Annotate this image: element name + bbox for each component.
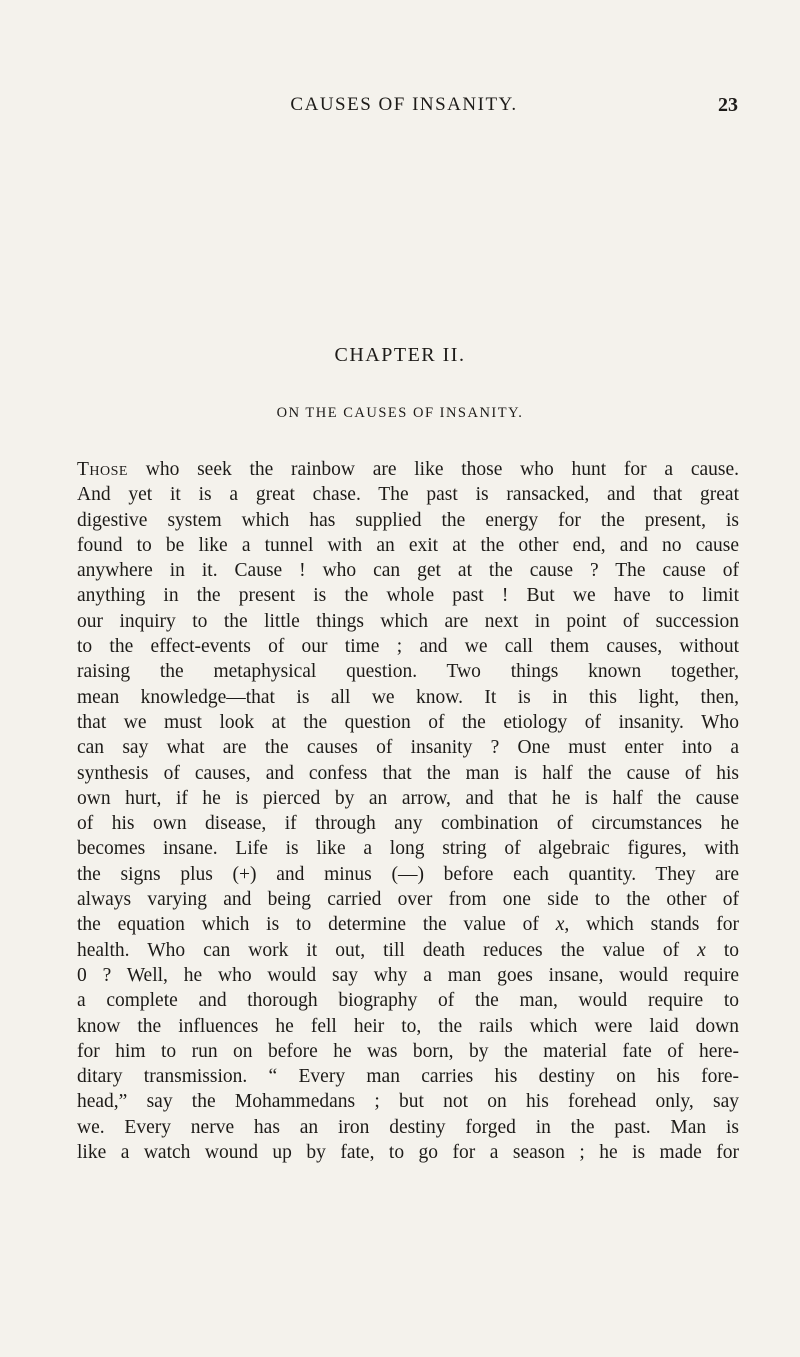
text-line-12: can say what are the causes of insanity ? One must enter into a	[77, 737, 739, 759]
text-line-7: our inquiry to the little things which are next in point of succession	[77, 610, 739, 632]
page-number: 23	[718, 94, 738, 116]
text-line-2: And yet it is a great chase. The past is ransacked, and that great	[77, 484, 739, 506]
running-title: CAUSES OF INSANITY.	[290, 94, 518, 115]
text-line-8: to the effect-events of our time ; and we call them causes, without	[77, 636, 739, 658]
chapter-subtitle: ON THE CAUSES OF INSANITY.	[276, 405, 524, 421]
lead-word: Those	[77, 459, 128, 480]
text-line-6: anything in the present is the whole past ! But we have to limit	[77, 585, 739, 607]
running-head	[70, 94, 738, 124]
text-line-24: for him to run on before he was born, by the material fate of here-	[77, 1040, 739, 1062]
text-line-23: know the influences he fell heir to, the rails which were laid down	[77, 1015, 739, 1037]
text-line-27: we. Every nerve has an iron destiny forged in the past. Man is	[77, 1116, 739, 1138]
text-line-4: found to be like a tunnel with an exit at the other end, and no cause	[77, 534, 739, 556]
text-line-17: the signs plus (+) and minus (—) before each quantity. They are	[77, 863, 739, 885]
text-line-10: mean knowledge—that is all we know. It is in this light, then,	[77, 686, 739, 708]
text-line-28: like a watch wound up by fate, to go for a season ; he is made for	[77, 1142, 739, 1164]
text-line-13: synthesis of causes, and confess that the man is half the cause of his	[77, 762, 739, 784]
text-line-19: the equation which is to determine the value of x, which stands for	[77, 914, 739, 936]
text-line-11: that we must look at the question of the etiology of insanity. Who	[77, 711, 739, 733]
text-line-5: anywhere in it. Cause ! who can get at the cause ? The cause of	[77, 560, 739, 582]
text-line-1	[77, 457, 739, 482]
text-line-26: head,” say the Mohammedans ; but not on his forehead only, say	[77, 1091, 739, 1113]
text-line-20: health. Who can work it out, till death reduces the value of x to	[77, 939, 740, 961]
body-paragraph	[77, 457, 739, 1165]
text-line-16: becomes insane. Life is like a long string of algebraic figures, with	[77, 838, 739, 860]
text-line-14: own hurt, if he is pierced by an arrow, and that he is half the cause	[77, 787, 739, 809]
text-line-15: of his own disease, if through any combination of circumstances he	[77, 813, 739, 835]
text-line-1-rest: who seek the rainbow are like those who hunt for a cause.	[127, 459, 739, 480]
text-line-18: always varying and being carried over from one side to the other of	[77, 889, 739, 911]
text-line-3: digestive system which has supplied the energy for the present, is	[77, 509, 739, 531]
text-line-22: a complete and thorough biography of the man, would require to	[77, 990, 739, 1012]
text-line-25: ditary transmission. “ Every man carries his destiny on his fore-	[77, 1066, 739, 1088]
chapter-heading: CHAPTER II.	[334, 344, 466, 366]
text-line-21: 0 ? Well, he who would say why a man goes insane, would require	[77, 964, 739, 986]
text-line-9: raising the metaphysical question. Two things known together,	[77, 661, 739, 683]
